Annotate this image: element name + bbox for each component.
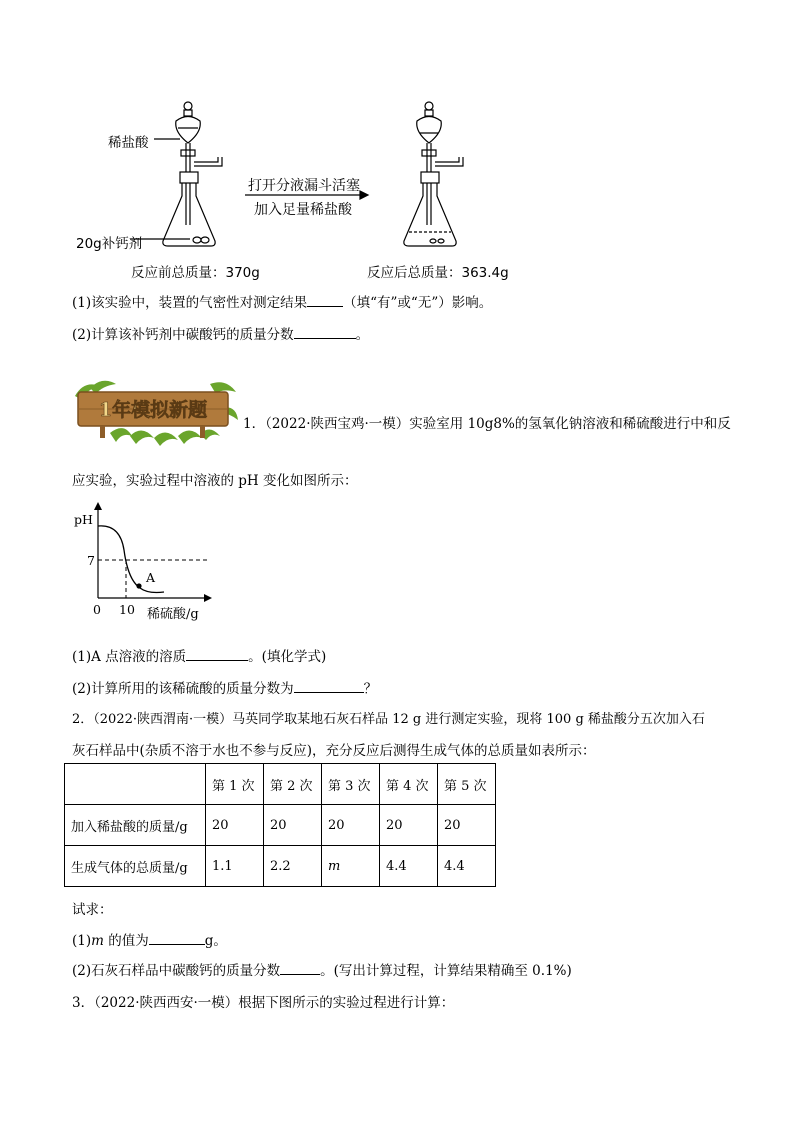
p2-stem-line2: 灰石样品中(杂质不溶于水也不参与反应)，充分反应后测得生成气体的总质量如表所示：: [72, 743, 596, 759]
flask-left: [130, 102, 222, 246]
table-cell: 2.2: [264, 846, 322, 887]
p1-stem-line2: 应实验，实验过程中溶液的 pH 变化如图所示：: [72, 473, 358, 489]
table-cell: 生成气体的总质量/g: [65, 846, 206, 887]
table-header-cell: 第 3 次: [322, 764, 380, 805]
table-cell: 20: [206, 805, 264, 846]
table-cell: m: [322, 846, 380, 887]
p1-stem-line1: 1．（2022·陕西宝鸡·一模）实验室用 10g8%的氢氧化钠溶液和稀硫酸进行中和反: [243, 416, 731, 432]
x-origin: 0: [93, 602, 101, 617]
gas-mass-table: [64, 763, 496, 887]
section-banner: [70, 378, 240, 450]
banner-graphic: [70, 378, 240, 450]
apparatus-drawing: [0, 0, 794, 260]
table-cell: 20: [264, 805, 322, 846]
table-header-cell: 第 4 次: [380, 764, 438, 805]
p1-question-2: (2)计算所用的该稀硫酸的质量分数为 ？: [72, 681, 378, 697]
answer-blank[interactable]: [149, 944, 205, 945]
prev-question-1: (1)该实验中，装置的气密性对测定结果 （填“有”或“无”）影响。: [72, 295, 493, 311]
table-cell: 加入稀盐酸的质量/g: [65, 805, 206, 846]
prev-question-2: (2)计算该补钙剂中碳酸钙的质量分数 。: [72, 327, 370, 343]
table-header-cell: 第 5 次: [438, 764, 496, 805]
mass-after: 反应后总质量：363.4g: [367, 265, 509, 281]
ph-curve-svg: [60, 500, 220, 625]
arrow-text-top: 打开分液漏斗活塞: [248, 178, 360, 194]
point-a-label: A: [146, 570, 156, 585]
table-cell: 20: [380, 805, 438, 846]
mass-before: 反应前总质量：370g: [131, 265, 260, 281]
answer-blank[interactable]: [307, 306, 343, 307]
p2-question-1: (1)m 的值为 g。: [72, 933, 227, 949]
arrow-text-bottom: 加入足量稀盐酸: [254, 202, 352, 218]
label-sample: 20g补钙剂: [76, 236, 143, 252]
answer-blank[interactable]: [294, 338, 356, 339]
table-header-cell: 第 1 次: [206, 764, 264, 805]
banner-text: 1年模拟新题: [98, 399, 208, 421]
table-row: [65, 805, 496, 846]
p2-try-label: 试求：: [72, 902, 113, 918]
table-header-cell: [65, 764, 206, 805]
table-row: [65, 846, 496, 887]
table-cell: 20: [438, 805, 496, 846]
point-a: [136, 583, 141, 588]
answer-blank[interactable]: [294, 692, 364, 693]
p2-stem-line1: 2．（2022·陕西渭南·一模）马英同学取某地石灰石样品 12 g 进行测定实验，现将 100 g 稀盐酸分五次加入石: [72, 712, 705, 727]
x-label: 稀硫酸/g: [147, 607, 199, 622]
x-axis-arrow: [204, 594, 212, 602]
table-cell: 20: [322, 805, 380, 846]
p2-question-2: (2)石灰石样品中碳酸钙的质量分数 。(写出计算过程，计算结果精确至 0.1%): [72, 963, 572, 979]
p1-question-1: (1)A 点溶液的溶质 。(填化学式): [72, 649, 327, 665]
table-cell: 4.4: [438, 846, 496, 887]
y-tick-7: 7: [87, 553, 95, 568]
flask-right: [404, 102, 463, 246]
y-label: pH: [74, 512, 93, 527]
p3-stem-line1: 3．（2022·陕西西安·一模）根据下图所示的实验过程进行计算：: [72, 995, 455, 1011]
table-cell: 4.4: [380, 846, 438, 887]
table-cell: 1.1: [206, 846, 264, 887]
table-header-cell: 第 2 次: [264, 764, 322, 805]
answer-blank[interactable]: [280, 974, 320, 975]
y-axis-arrow: [94, 502, 102, 510]
x-tick-10: 10: [119, 602, 135, 617]
label-acid: 稀盐酸: [108, 135, 149, 151]
table-header-row: [65, 764, 496, 805]
answer-blank[interactable]: [186, 660, 248, 661]
